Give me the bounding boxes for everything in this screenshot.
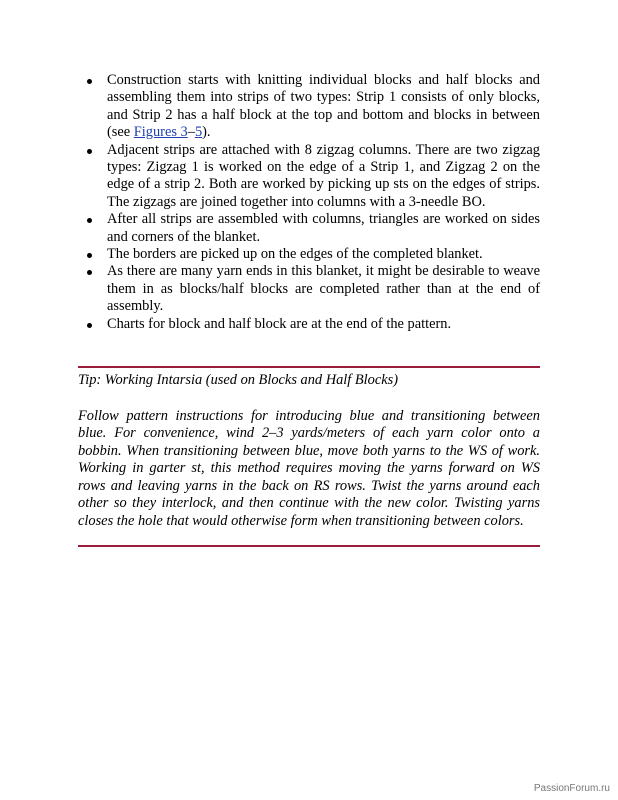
bullet-text: As there are many yarn ends in this blanket, it might be desirable to weave them in as blocks/half blocks are completed rather than at the end of assembly.: [107, 263, 540, 315]
watermark: PassionForum.ru: [533, 783, 610, 794]
list-item: [78, 72, 540, 142]
list-item: [78, 142, 540, 212]
bullet-list: [78, 72, 540, 333]
bullet-text: Construction starts with knitting individual blocks and half blocks and assembling them into strips of two types: Strip 1 consists of only blocks, and Strip 2 has a half block at the top and bottom and blocks in between (see: [107, 72, 540, 141]
range-dash: –: [187, 124, 195, 141]
bullet-text-end: ).: [202, 124, 211, 141]
tip-box: [78, 372, 540, 530]
tip-top-rule: [78, 366, 540, 368]
bullet-text: The borders are picked up on the edges of the completed blanket.: [107, 246, 483, 263]
list-item: [78, 263, 540, 315]
list-item: [78, 211, 540, 246]
list-item: [78, 246, 540, 263]
tip-title: Tip: Working Intarsia (used on Blocks and Half Blocks): [78, 372, 399, 388]
tip-bottom-rule: [78, 545, 540, 547]
figure-5-link[interactable]: 5: [194, 124, 203, 141]
figures-link[interactable]: Figures 3: [133, 124, 188, 141]
tip-body: Follow pattern instructions for introducing blue and transitioning between blue. For convenience, wind 2–3 yards/meters of each yarn color onto a bobbin. When transitioning between blue, move both yarns to the WS of work. Working in garter st, this method requires moving the yarns forward on WS rows and leaving yarns in the back on RS rows. Twist the yarns around each other so they interlock, and then continue with the new color. Twisting yarns closes the hole that would otherwise form when transitioning between colors.: [78, 407, 540, 529]
bullet-text: After all strips are assembled with columns, triangles are worked on sides and corners of the blanket.: [107, 211, 540, 245]
bullet-text: Charts for block and half block are at the end of the pattern.: [107, 315, 452, 332]
bullet-text: Adjacent strips are attached with 8 zigzag columns. There are two zigzag types: Zigzag 1 is worked on the edge of a Strip 1, and Zigzag 2 on the edge of a strip 2. Both are worked by picking up sts on the edges of strips. The zigzags are joined together into columns with a 3-needle BO.: [107, 141, 540, 210]
list-item: [78, 316, 540, 333]
